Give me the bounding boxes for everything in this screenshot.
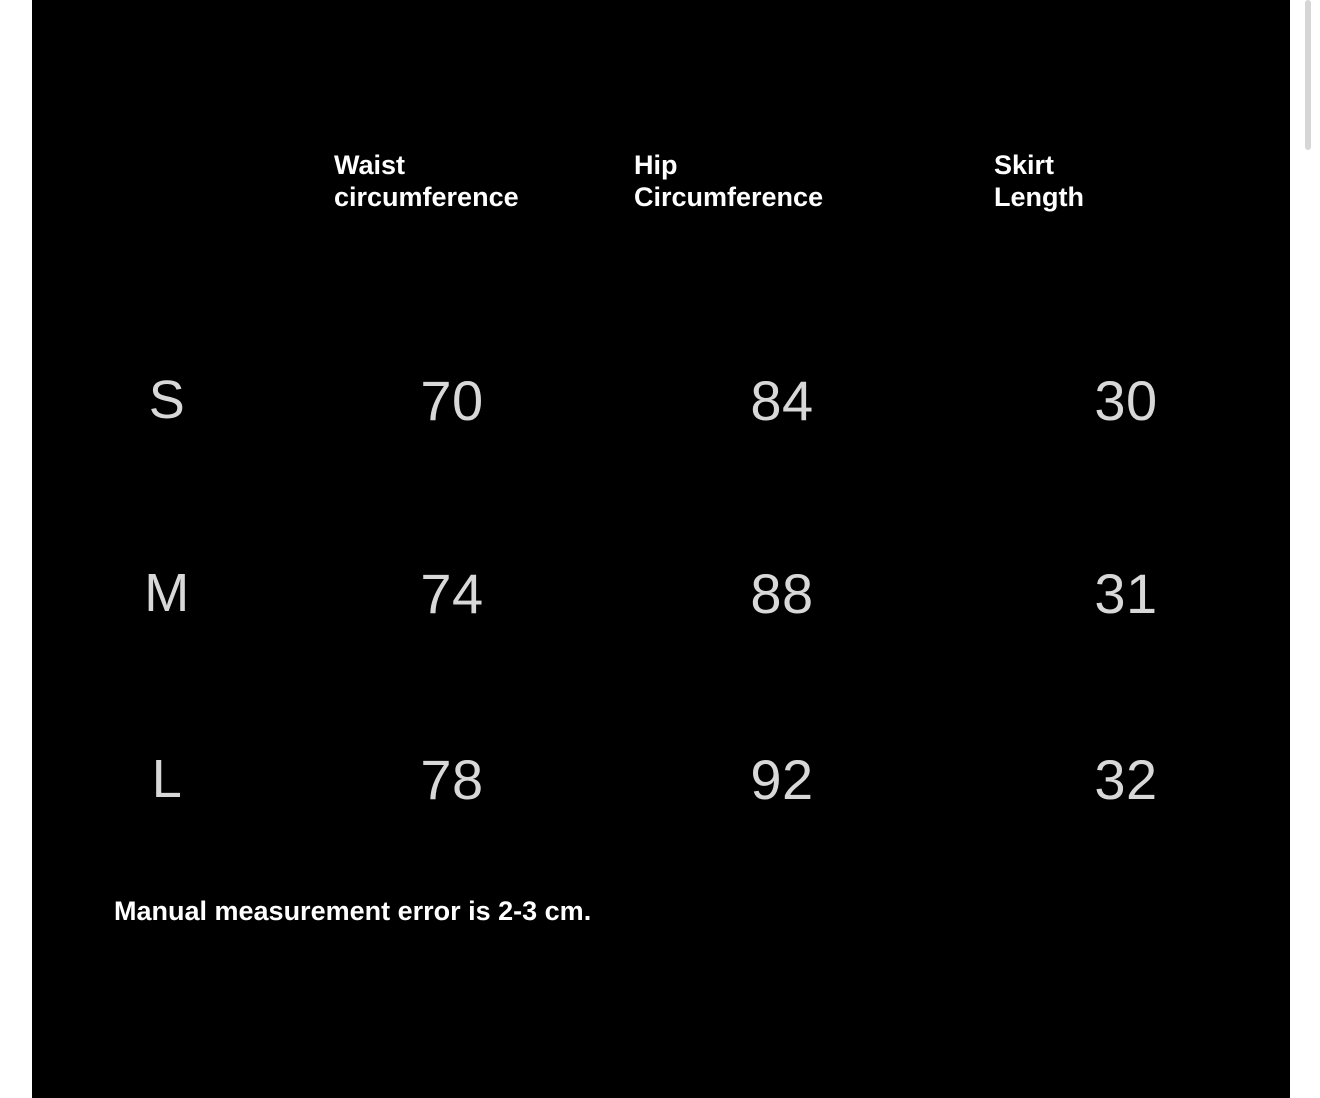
table-header-row (32, 0, 1290, 300)
cell-skirt: 32 (1094, 747, 1158, 811)
cell-waist: 70 (420, 368, 484, 432)
column-header-waist-line2: circumference (334, 181, 519, 212)
cell-hip: 92 (750, 747, 814, 811)
column-header-skirt-line2: Length (994, 181, 1084, 212)
cell-size: M (144, 563, 190, 623)
table-header (32, 0, 1290, 300)
cell-skirt: 31 (1094, 561, 1158, 625)
column-header-skirt-line1: Skirt (994, 150, 1055, 180)
column-header-skirt (962, 0, 1290, 300)
column-header-hip (602, 0, 962, 300)
column-header-hip-line1: Hip (634, 150, 678, 180)
size-chart-table (32, 0, 1290, 872)
table-row (32, 500, 1290, 686)
scrollbar-track[interactable] (1304, 0, 1312, 1098)
size-chart-panel (32, 0, 1290, 1098)
cell-skirt: 30 (1094, 368, 1158, 432)
table-body (32, 300, 1290, 872)
cell-size: L (151, 749, 183, 809)
table-row (32, 300, 1290, 500)
column-header-waist (302, 0, 602, 300)
cell-waist: 74 (420, 561, 484, 625)
measurement-note: Manual measurement error is 2-3 cm. (114, 896, 592, 926)
cell-hip: 84 (750, 368, 814, 432)
scrollbar-thumb[interactable] (1305, 0, 1311, 150)
table-row (32, 686, 1290, 872)
cell-waist: 78 (420, 747, 484, 811)
column-header-hip-line2: Circumference (634, 181, 824, 212)
cell-size: S (148, 370, 186, 430)
column-header-waist-line1: Waist (334, 150, 406, 180)
column-header-size (32, 0, 302, 300)
cell-hip: 88 (750, 561, 814, 625)
